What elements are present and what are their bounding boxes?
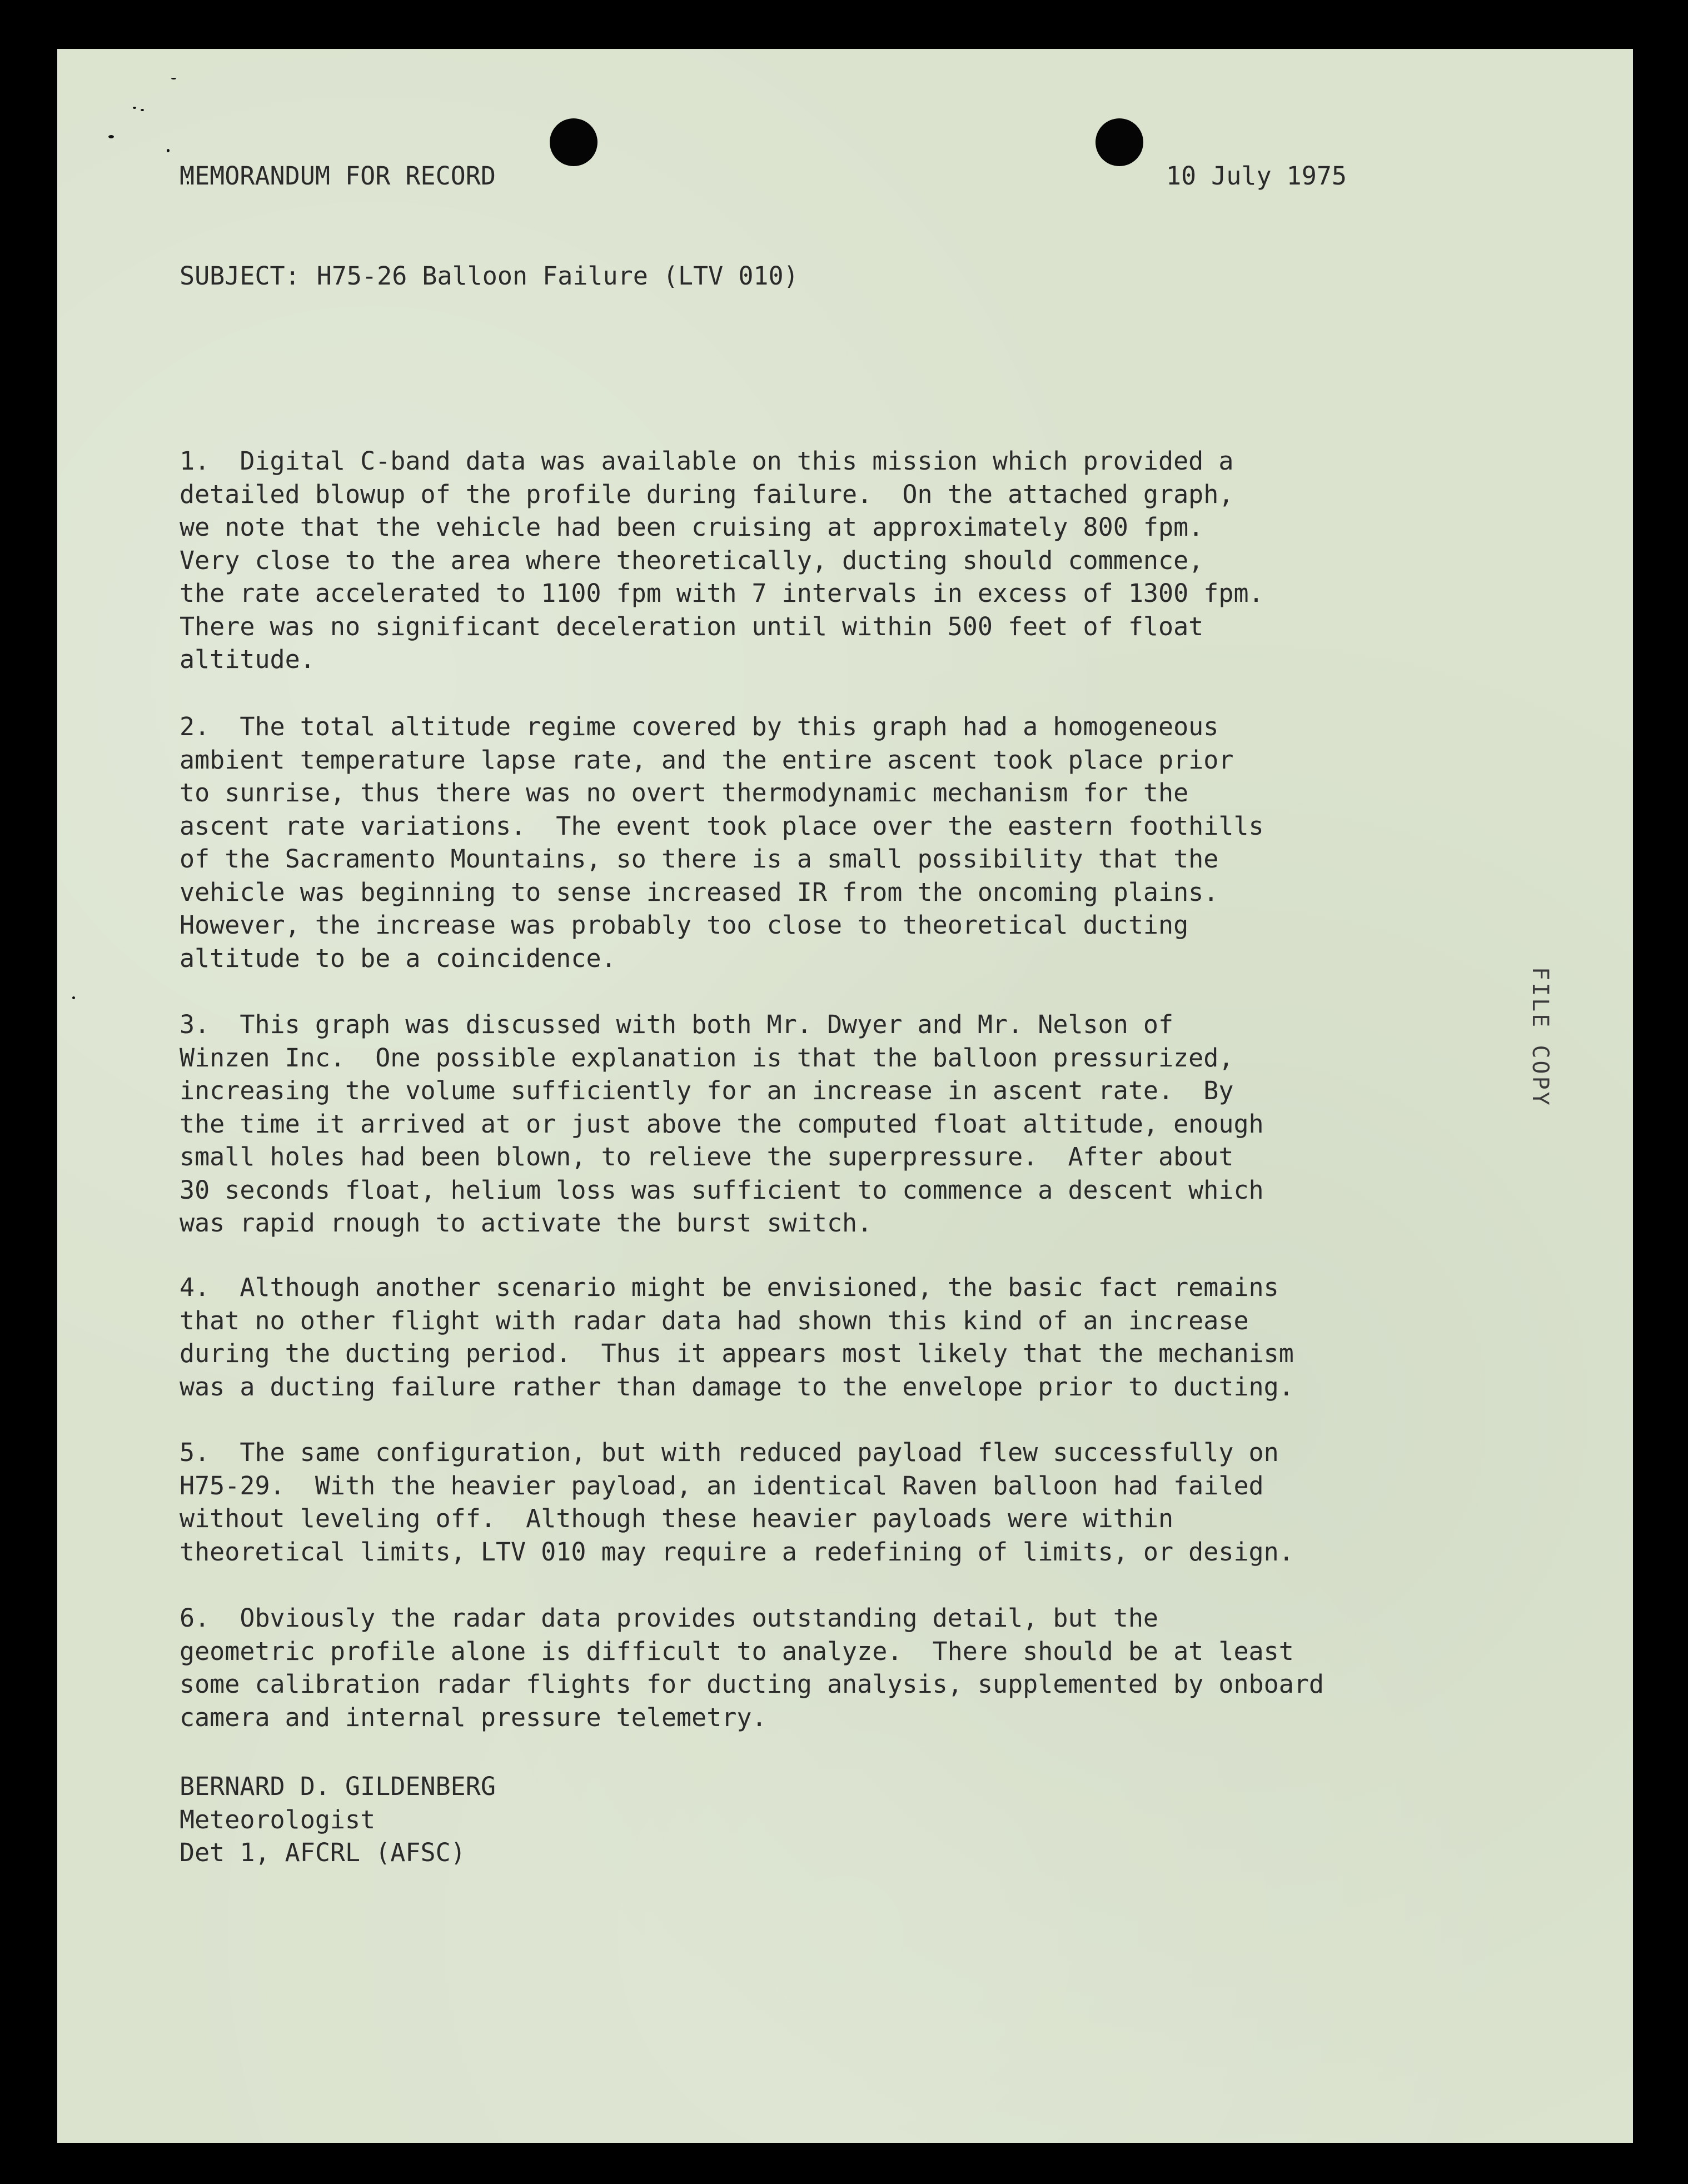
paragraph-line: was rapid rnough to activate the burst switch.	[180, 1208, 873, 1238]
paragraph-line: Very close to the area where theoretically, ducting should commence,	[180, 545, 1204, 575]
paragraph-line: during the ducting period. Thus it appears most likely that the mechanism	[180, 1339, 1294, 1368]
punch-hole-right	[1096, 118, 1143, 166]
paragraph-4	[180, 1271, 1458, 1403]
paragraph-line: 2. The total altitude regime covered by this graph had a homogeneous	[180, 712, 1219, 741]
paragraph-line: small holes had been blown, to relieve the superpressure. After about	[180, 1142, 1234, 1171]
paragraph-line: the time it arrived at or just above the computed float altitude, enough	[180, 1109, 1264, 1139]
paragraph-2	[180, 710, 1458, 975]
paragraph-line: H75-29. With the heavier payload, an identical Raven balloon had failed	[180, 1470, 1264, 1500]
paragraph-line: some calibration radar flights for ducting analysis, supplemented by onboard	[180, 1669, 1324, 1699]
paragraph-line: theoretical limits, LTV 010 may require a redefining of limits, or design.	[180, 1537, 1294, 1567]
paragraph-line: 5. The same configuration, but with reduced payload flew successfully on	[180, 1438, 1279, 1467]
paragraph-line: 30 seconds float, helium loss was sufficient to commence a descent which	[180, 1175, 1264, 1205]
memo-date: 10 July 1975	[1166, 161, 1347, 191]
paper-speck	[133, 107, 136, 109]
subject-text: H75-26 Balloon Failure (LTV 010)	[316, 261, 799, 291]
subject-label: SUBJECT:	[180, 261, 300, 291]
punch-hole-left	[550, 118, 597, 166]
paragraph-line: 4. Although another scenario might be envisioned, the basic fact remains	[180, 1273, 1279, 1302]
paragraph-line: without leveling off. Although these heavier payloads were within	[180, 1504, 1174, 1533]
paragraph-line: that no other flight with radar data had shown this kind of an increase	[180, 1305, 1249, 1335]
paragraph-line: to sunrise, thus there was no overt thermodynamic mechanism for the	[180, 778, 1189, 807]
paper-speck	[72, 996, 75, 999]
paragraph-3	[180, 1008, 1458, 1240]
paragraph-1	[180, 445, 1458, 676]
paragraph-line: ambient temperature lapse rate, and the entire ascent took place prior	[180, 745, 1234, 775]
paragraph-line: Winzen Inc. One possible explanation is that the balloon pressurized,	[180, 1043, 1234, 1073]
signature-unit: Det 1, AFCRL (AFSC)	[180, 1838, 466, 1867]
paragraph-line: geometric profile alone is difficult to analyze. There should be at least	[180, 1636, 1294, 1666]
memo-title: MEMORANDUM FOR RECORD	[180, 161, 496, 191]
paragraph-line: There was no significant deceleration until within 500 feet of float	[180, 611, 1204, 641]
paragraph-line: detailed blowup of the profile during failure. On the attached graph,	[180, 479, 1234, 509]
signature-block	[180, 1770, 496, 1869]
file-copy-stamp: FILE COPY	[1527, 967, 1553, 1108]
paragraph-line: 3. This graph was discussed with both Mr. Dwyer and Mr. Nelson of	[180, 1010, 1174, 1039]
paper-speck	[108, 135, 114, 138]
paragraph-line: camera and internal pressure telemetry.	[180, 1702, 767, 1732]
paragraph-line: we note that the vehicle had been cruising at approximately 800 fpm.	[180, 512, 1204, 542]
signature-title: Meteorologist	[180, 1804, 376, 1834]
paragraph-line: was a ducting failure rather than damage to the envelope prior to ducting.	[180, 1372, 1294, 1402]
paragraph-line: altitude to be a coincidence.	[180, 943, 616, 973]
paragraph-line: However, the increase was probably too close to theoretical ducting	[180, 910, 1189, 940]
paper-speck	[141, 109, 144, 111]
paragraph-line: altitude.	[180, 645, 315, 674]
paragraph-line: vehicle was beginning to sense increased IR from the oncoming plains.	[180, 877, 1219, 907]
paper-speck	[171, 78, 176, 79]
paper-speck	[167, 149, 170, 152]
paragraph-6	[180, 1602, 1458, 1734]
signature-name: BERNARD D. GILDENBERG	[180, 1772, 496, 1801]
paragraph-line: of the Sacramento Mountains, so there is a small possibility that the	[180, 844, 1219, 874]
paragraph-line: increasing the volume sufficiently for an increase in ascent rate. By	[180, 1076, 1234, 1105]
paragraph-line: 6. Obviously the radar data provides outstanding detail, but the	[180, 1603, 1158, 1633]
paragraph-line: the rate accelerated to 1100 fpm with 7 intervals in excess of 1300 fpm.	[180, 579, 1264, 608]
paragraph-5	[180, 1436, 1458, 1568]
paragraph-line: ascent rate variations. The event took place over the eastern foothills	[180, 811, 1264, 841]
subject-line	[180, 261, 799, 291]
paragraph-line: 1. Digital C-band data was available on this mission which provided a	[180, 446, 1234, 476]
